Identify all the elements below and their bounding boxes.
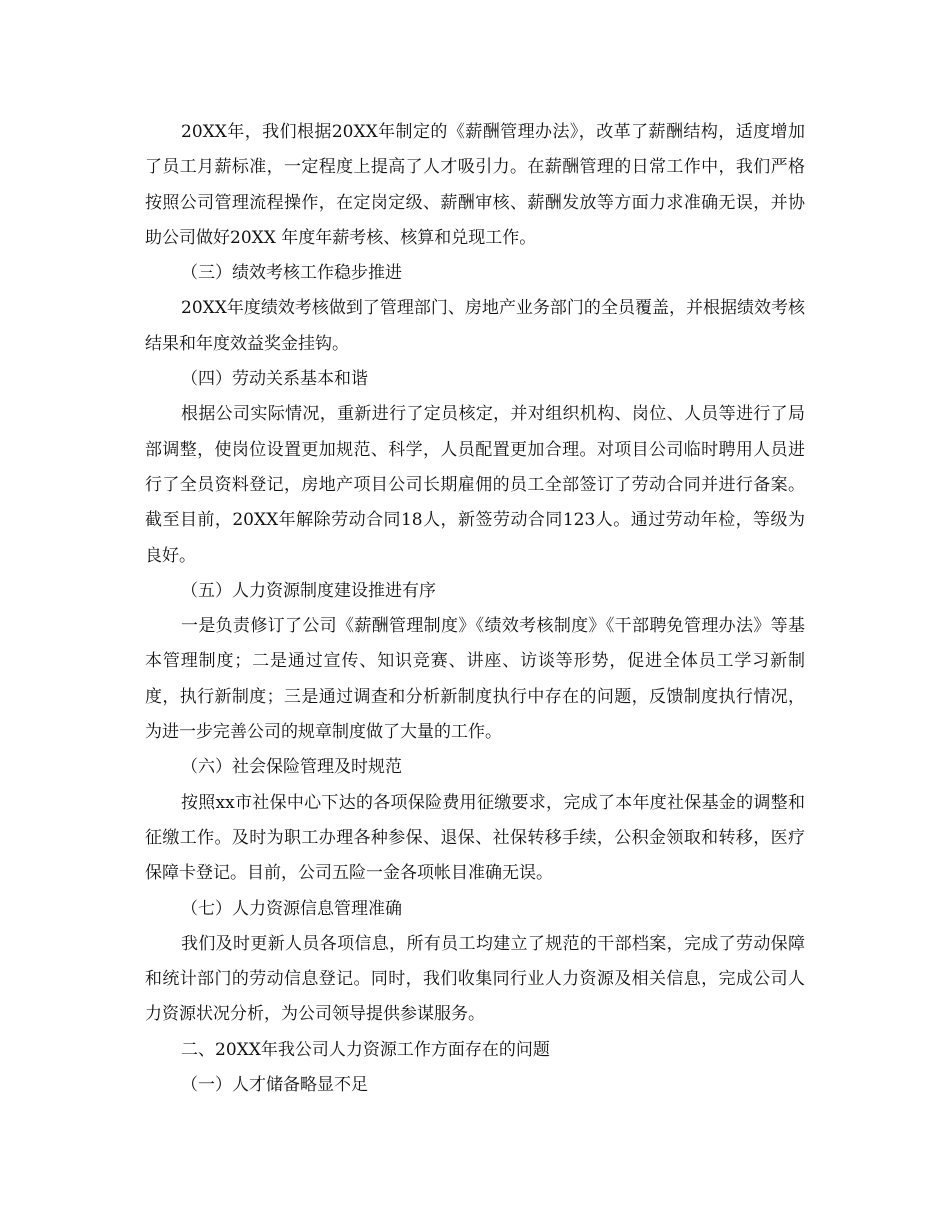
paragraph-labor-relations: 根据公司实际情况，重新进行了定员核定，并对组织机构、岗位、人员等进行了局部调整，使岗位设置更加规范、科学，人员配置更加合理。对项目公司临时聘用人员进行了全员资料登记，房地产项目公司长期雇佣的员工全部签订了劳动合同并进行备案。截至目前，20XX年解除劳动合同18人，新签劳动合同123人。通过劳动年检，等级为良好。 [145, 404, 805, 566]
paragraph-salary-management: 20XX年，我们根据20XX年制定的《薪酬管理办法》，改革了薪酬结构，适度增加了员工月薪标准，一定程度上提高了人才吸引力。在薪酬管理的日常工作中，我们严格按照公司管理流程操作，在定岗定级、薪酬审核、薪酬发放等方面力求准确无误，并协助公司做好20XX 年度年薪考核、核算和兑现工作。 [145, 122, 805, 248]
heading-section-two-problems: 二、20XX年我公司人力资源工作方面存在的问题 [181, 1039, 550, 1060]
heading-performance-appraisal: （三）绩效考核工作稳步推进 [181, 263, 402, 284]
paragraph-social-insurance: 按照xx市社保中心下达的各项保险费用征缴要求，完成了本年度社保基金的调整和征缴工作。及时为职工办理各种参保、退保、社保转移手续，公积金领取和转移，医疗保障卡登记。目前，公司五险一金各项帐目准确无误。 [145, 792, 805, 884]
paragraph-performance-appraisal: 20XX年度绩效考核做到了管理部门、房地产业务部门的全员覆盖，并根据绩效考核结果和年度效益奖金挂钩。 [145, 298, 805, 354]
heading-labor-relations: （四）劳动关系基本和谐 [181, 369, 368, 390]
paragraph-hr-system-building: 一是负责修订了公司《薪酬管理制度》《绩效考核制度》《干部聘免管理办法》等基本管理制度；二是通过宣传、知识竞赛、讲座、访谈等形势，促进全体员工学习新制度，执行新制度；三是通过调查和分析新制度执行中存在的问题，反馈制度执行情况，为进一步完善公司的规章制度做了大量的工作。 [145, 616, 805, 743]
heading-social-insurance: （六）社会保险管理及时规范 [181, 757, 402, 778]
heading-hr-information: （七）人力资源信息管理准确 [181, 898, 402, 919]
heading-talent-reserve: （一）人才储备略显不足 [181, 1075, 368, 1096]
heading-hr-system-building: （五）人力资源制度建设推进有序 [181, 580, 436, 601]
document-body [145, 115, 805, 1103]
paragraph-hr-information: 我们及时更新人员各项信息，所有员工均建立了规范的干部档案，完成了劳动保障和统计部门的劳动信息登记。同时，我们收集同行业人力资源及相关信息，完成公司人力资源状况分析，为公司领导提供参谋服务。 [145, 933, 805, 1025]
